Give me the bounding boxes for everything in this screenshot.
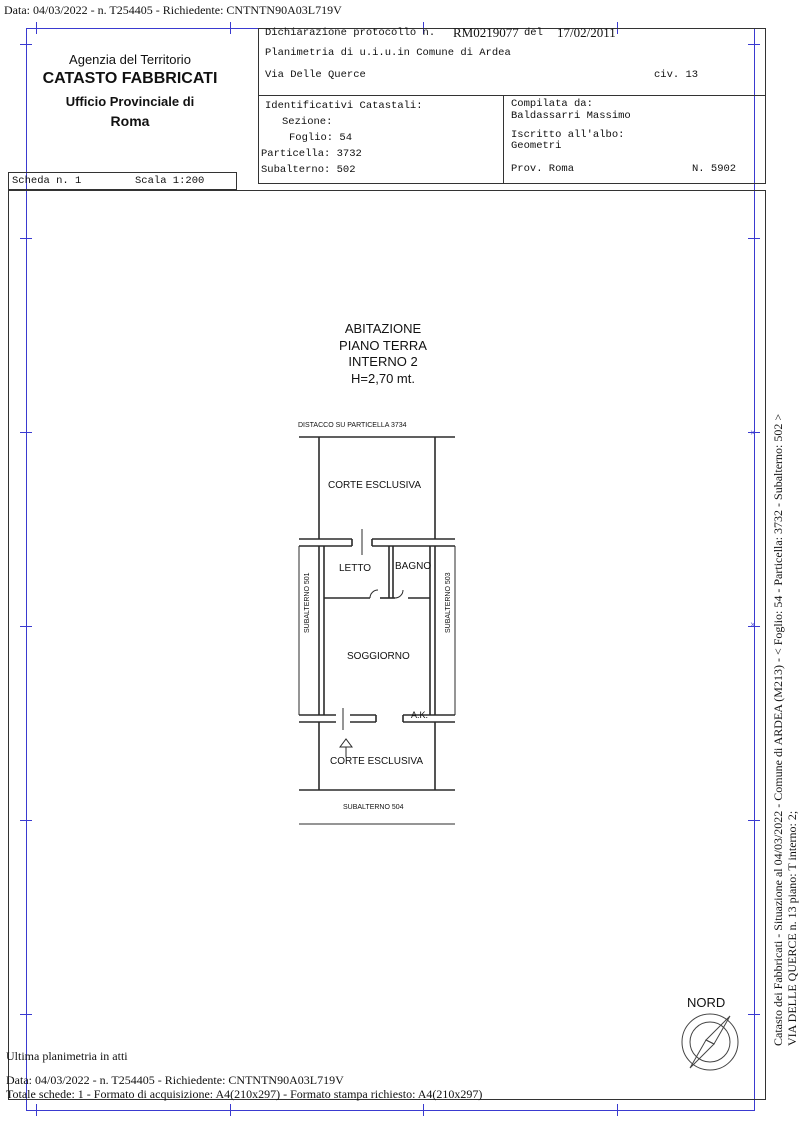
sub-right-label: SUBALTERNO 503 — [445, 572, 452, 633]
frame-tick — [36, 1104, 37, 1116]
frame-cross-mark: × — [750, 428, 756, 439]
foglio: Foglio: 54 — [289, 132, 353, 144]
frame-tick — [617, 1104, 618, 1116]
registry-heading: Iscritto all'albo: — [511, 129, 625, 141]
register-number: N. 5902 — [692, 163, 737, 175]
door-swing — [370, 590, 378, 598]
plan-heading-line: ABITAZIONE — [344, 321, 422, 336]
frame-tick — [20, 44, 32, 45]
address: Via Delle Querce — [265, 69, 366, 81]
scheda-number: Scheda n. 1 — [12, 175, 82, 187]
identifiers-heading: Identificativi Catastali: — [265, 100, 423, 112]
compiler-heading: Compilata da: — [511, 98, 593, 110]
plan-heading — [283, 321, 483, 387]
compiler-name: Baldassarri Massimo — [511, 110, 631, 122]
particella: Particella: 3732 — [261, 148, 362, 160]
ak-label: A.K. — [411, 710, 429, 720]
north-label: NORD — [687, 995, 726, 1010]
protocol-date-label: del — [524, 27, 543, 39]
frame-tick — [36, 22, 37, 34]
frame-tick — [230, 22, 231, 34]
footer-totals-line: Totale schede: 1 - Formato di acquisizione: A4(210x297) - Formato stampa richiesto: A4(210x297) — [6, 1087, 483, 1101]
last-plan-note: Ultima planimetria in atti — [6, 1049, 128, 1063]
footer-request-line: Data: 04/03/2022 - n. T254405 - Richiedente: CNTNTN90A03L719V — [6, 1073, 344, 1087]
top-request-line: Data: 04/03/2022 - n. T254405 - Richiedente: CNTNTN90A03L719V — [4, 3, 342, 17]
subalterno: Subalterno: 502 — [261, 164, 356, 176]
protocol-date: 17/02/2011 — [557, 25, 616, 40]
side-cadastral-line: Catasto dei Fabbricati - Situazione al 04/03/2022 - Comune di ARDEA (M213) - < Foglio: 54 - Particella: 3732 - Subalterno: 502 > — [771, 413, 785, 1046]
corte-bottom-label: CORTE ESCLUSIVA — [330, 756, 423, 767]
soggiorno-label: SOGGIORNO — [347, 651, 410, 662]
province: Prov. Roma — [511, 163, 575, 175]
frame-tick — [423, 1104, 424, 1116]
compass-icon — [680, 1012, 740, 1072]
plan-title: Planimetria di u.i.u.in Comune di Ardea — [265, 47, 511, 59]
distacco-label: DISTACCO SU PARTICELLA 3734 — [298, 422, 407, 429]
bagno-label: BAGNO — [395, 561, 432, 572]
frame-tick — [230, 1104, 231, 1116]
sub-left-label: SUBALTERNO 501 — [304, 572, 311, 633]
entrance-arrow — [340, 739, 352, 747]
plan-heading-line: H=2,70 mt. — [351, 370, 415, 386]
protocol-label: Dichiarazione protocollo n. — [265, 27, 436, 39]
civic-number: civ. 13 — [654, 69, 699, 81]
scale: Scala 1:200 — [135, 175, 205, 187]
protocol-number: RM0219077 — [453, 25, 519, 40]
office-line: Ufficio Provinciale di — [65, 94, 195, 109]
frame-bottom — [26, 1110, 755, 1111]
sub-bottom-label: SUBALTERNO 504 — [343, 804, 404, 811]
plan-heading-line: PIANO TERRA — [339, 337, 427, 353]
office-city: Roma — [110, 113, 150, 129]
registry: Geometri — [511, 140, 562, 152]
catasto-title: CATASTO FABBRICATI — [42, 70, 218, 87]
frame-cross-mark: × — [750, 620, 756, 631]
agency-name: Agenzia del Territorio — [69, 52, 191, 67]
letto-label: LETTO — [339, 563, 372, 574]
plan-heading-line: INTERNO 2 — [348, 354, 418, 369]
door-swing — [395, 590, 403, 598]
side-address-line: VIA DELLE QUERCE n. 13 piano: T interno: 2; — [785, 810, 799, 1046]
sezione: Sezione: — [282, 116, 333, 128]
corte-top-label: CORTE ESCLUSIVA — [328, 480, 421, 491]
